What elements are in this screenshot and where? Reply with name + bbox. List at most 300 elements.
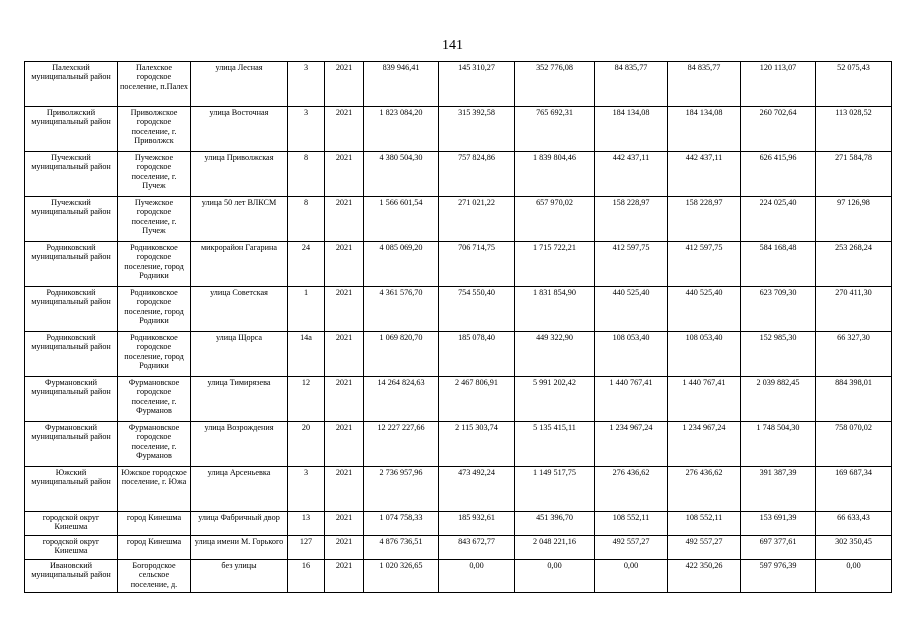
total-cost-cell [364,152,439,197]
cell-text: Родниковский муниципальный район [31,288,111,307]
cell-text: без улицы [221,561,257,570]
year-cell [325,332,364,377]
cell-text: Пучежское городское поселение, г. Пучеж [131,153,177,191]
amount-cell [741,242,816,287]
cell-text: 626 415,96 [759,153,797,162]
amount-cell [668,152,741,197]
amount-cell [439,197,515,242]
settlement-cell [118,512,191,536]
data-table [24,61,892,593]
table-row [25,152,892,197]
amount-cell [515,152,595,197]
district-cell [25,152,118,197]
cell-text: 2021 [335,198,353,207]
settlement-cell [118,560,191,593]
settlement-cell [118,467,191,512]
cell-text: 2 467 806,91 [455,378,498,387]
amount-cell [595,512,668,536]
cell-text: 302 350,45 [835,537,872,546]
amount-cell [816,467,892,512]
cell-text: 2021 [335,333,353,342]
amount-cell [515,62,595,107]
cell-text: 253 268,24 [835,243,872,252]
cell-text: 2021 [335,423,353,432]
total-cost-cell [364,197,439,242]
district-cell [25,332,118,377]
amount-cell [816,107,892,152]
amount-cell [741,512,816,536]
table-row [25,560,892,593]
amount-cell [515,536,595,560]
cell-text: 2 115 303,74 [455,423,498,432]
table-row [25,422,892,467]
amount-cell [668,512,741,536]
amount-cell [439,107,515,152]
cell-text: Палехский муниципальный район [31,63,111,82]
amount-cell [816,152,892,197]
cell-text: 12 [301,378,311,387]
amount-cell [439,536,515,560]
house-number-cell [288,422,325,467]
amount-cell [741,536,816,560]
cell-text: 3 [303,468,309,477]
amount-cell [439,242,515,287]
cell-text: улица Восточная [209,108,269,117]
cell-text: улица 50 лет ВЛКСМ [201,198,277,207]
cell-text: Ивановский муниципальный район [31,561,111,580]
cell-text: улица Приволжская [204,153,274,162]
cell-text: 4 085 069,20 [379,243,423,252]
cell-text: 152 985,30 [759,333,797,342]
cell-text: 184 134,08 [685,108,723,117]
table-row [25,107,892,152]
cell-text: 765 692,31 [536,108,573,117]
house-number-cell [288,560,325,593]
cell-text: 20 [301,423,311,432]
amount-cell [439,422,515,467]
amount-cell [515,377,595,422]
settlement-cell [118,287,191,332]
table-row [25,242,892,287]
amount-cell [668,332,741,377]
table-row [25,332,892,377]
cell-text: Родниковское городское поселение, город Родники [124,333,184,371]
cell-text: Пучежский муниципальный район [31,198,111,217]
cell-text: 120 113,07 [759,63,797,72]
cell-text: 442 437,11 [685,153,723,162]
amount-cell [668,422,741,467]
amount-cell [668,536,741,560]
cell-text: 315 392,58 [458,108,495,117]
cell-text: Родниковское городское поселение, город Родники [124,288,184,326]
district-cell [25,560,118,593]
cell-text: 843 672,77 [458,537,495,546]
cell-text: 1 823 084,20 [379,108,423,117]
cell-text: 97 126,98 [837,198,870,207]
cell-text: 884 398,01 [835,378,872,387]
cell-text: 0,00 [547,561,562,570]
amount-cell [515,287,595,332]
amount-cell [668,467,741,512]
cell-text: улица Лесная [215,63,263,72]
cell-text: 839 946,41 [382,63,420,72]
cell-text: 1 069 820,70 [379,333,423,342]
cell-text: 451 396,70 [536,513,573,522]
cell-text: 2021 [335,468,353,477]
cell-text: 108 053,40 [685,333,723,342]
amount-cell [741,422,816,467]
cell-text: 13 [301,513,311,522]
cell-text: 597 976,39 [759,561,797,570]
amount-cell [741,377,816,422]
cell-text: 2 736 957,96 [379,468,423,477]
amount-cell [595,467,668,512]
cell-text: 271 584,78 [835,153,872,162]
cell-text: 66 327,30 [837,333,870,342]
amount-cell [439,62,515,107]
year-cell [325,197,364,242]
total-cost-cell [364,422,439,467]
amount-cell [668,107,741,152]
cell-text: 412 597,75 [612,243,650,252]
cell-text: 2021 [335,537,353,546]
cell-text: 185 078,40 [458,333,495,342]
settlement-cell [118,332,191,377]
cell-text: 584 168,48 [759,243,797,252]
house-number-cell [288,152,325,197]
street-cell [191,560,288,593]
table-row [25,197,892,242]
cell-text: 352 776,08 [536,63,573,72]
cell-text: 442 437,11 [612,153,650,162]
amount-cell [595,560,668,593]
total-cost-cell [364,332,439,377]
street-cell [191,512,288,536]
amount-cell [668,242,741,287]
cell-text: Южское городское поселение, г. Южа [121,468,187,487]
street-cell [191,332,288,377]
total-cost-cell [364,467,439,512]
district-cell [25,512,118,536]
cell-text: город Кинешма [126,513,182,522]
amount-cell [439,377,515,422]
house-number-cell [288,62,325,107]
year-cell [325,242,364,287]
cell-text: 169 687,34 [835,468,872,477]
year-cell [325,107,364,152]
cell-text: 440 525,40 [612,288,650,297]
cell-text: 4 361 576,70 [379,288,423,297]
cell-text: 1 839 804,46 [533,153,576,162]
cell-text: 2 048 221,16 [533,537,576,546]
amount-cell [816,560,892,593]
cell-text: 1 566 601,54 [379,198,423,207]
amount-cell [741,197,816,242]
cell-text: 0,00 [469,561,484,570]
cell-text: 260 702,64 [759,108,797,117]
street-cell [191,107,288,152]
cell-text: 158 228,97 [612,198,650,207]
cell-text: микрорайон Гагарина [200,243,277,252]
amount-cell [816,512,892,536]
total-cost-cell [364,107,439,152]
amount-cell [515,467,595,512]
cell-text: 1 [303,288,309,297]
street-cell [191,536,288,560]
cell-text: 2021 [335,513,353,522]
cell-text: 1 748 504,30 [756,423,800,432]
table-row [25,536,892,560]
total-cost-cell [364,287,439,332]
cell-text: 184 134,08 [612,108,650,117]
table-row [25,62,892,107]
cell-text: 8 [303,198,309,207]
amount-cell [668,377,741,422]
cell-text: Пучежское городское поселение, г. Пучеж [131,198,177,236]
cell-text: Богородское сельское поселение, д. [130,561,178,589]
cell-text: 2021 [335,561,353,570]
cell-text: 0,00 [623,561,639,570]
cell-text: 16 [301,561,311,570]
amount-cell [741,332,816,377]
settlement-cell [118,152,191,197]
street-cell [191,467,288,512]
amount-cell [816,287,892,332]
district-cell [25,62,118,107]
cell-text: Фурмановский муниципальный район [31,423,111,442]
amount-cell [439,560,515,593]
cell-text: 1 149 517,75 [533,468,576,477]
amount-cell [595,107,668,152]
cell-text: 440 525,40 [685,288,723,297]
table-row [25,467,892,512]
amount-cell [668,197,741,242]
total-cost-cell [364,377,439,422]
amount-cell [668,62,741,107]
cell-text: 2 039 882,45 [756,378,800,387]
district-cell [25,536,118,560]
house-number-cell [288,512,325,536]
amount-cell [595,242,668,287]
cell-text: Фурмановское городское поселение, г. Фурманов [128,423,180,461]
cell-text: 127 [299,537,313,546]
cell-text: 2021 [335,378,353,387]
amount-cell [595,332,668,377]
settlement-cell [118,197,191,242]
cell-text: 2021 [335,288,353,297]
total-cost-cell [364,536,439,560]
amount-cell [515,512,595,536]
amount-cell [741,152,816,197]
street-cell [191,422,288,467]
cell-text: улица Щорса [215,333,263,342]
cell-text: Родниковский муниципальный район [31,243,111,262]
amount-cell [595,287,668,332]
amount-cell [741,107,816,152]
total-cost-cell [364,512,439,536]
cell-text: Родниковский муниципальный район [31,333,111,352]
cell-text: 449 322,90 [536,333,573,342]
street-cell [191,197,288,242]
cell-text: 1 074 758,33 [379,513,423,522]
cell-text: 3 [303,63,309,72]
settlement-cell [118,536,191,560]
house-number-cell [288,107,325,152]
amount-cell [595,197,668,242]
total-cost-cell [364,62,439,107]
street-cell [191,152,288,197]
house-number-cell [288,536,325,560]
cell-text: 1 440 767,41 [682,378,726,387]
amount-cell [741,560,816,593]
cell-text: 108 053,40 [612,333,650,342]
cell-text: 158 228,97 [685,198,723,207]
cell-text: 697 377,61 [759,537,797,546]
cell-text: 473 492,24 [458,468,495,477]
cell-text: 657 970,02 [536,198,573,207]
amount-cell [439,287,515,332]
amount-cell [816,422,892,467]
amount-cell [515,422,595,467]
cell-text: 12 227 227,66 [377,423,425,432]
cell-text: Приволжское городское поселение, г. Приволжск [130,108,178,146]
cell-text: 1 234 967,24 [609,423,653,432]
cell-text: 4 380 504,30 [379,153,423,162]
cell-text: 2021 [335,63,353,72]
cell-text: 108 552,11 [685,513,723,522]
house-number-cell [288,332,325,377]
cell-text: 758 070,02 [835,423,872,432]
cell-text: 270 411,30 [835,288,872,297]
year-cell [325,152,364,197]
cell-text: Палехское городское поселение, п.Палех [120,63,188,91]
amount-cell [595,62,668,107]
cell-text: 108 552,11 [612,513,650,522]
page-number: 141 [442,38,463,53]
cell-text: 24 [301,243,311,252]
year-cell [325,422,364,467]
year-cell [325,467,364,512]
cell-text: Южский муниципальный район [31,468,111,487]
cell-text: Фурмановское городское поселение, г. Фурманов [128,378,180,416]
house-number-cell [288,467,325,512]
district-cell [25,242,118,287]
cell-text: город Кинешма [126,537,182,546]
amount-cell [515,107,595,152]
house-number-cell [288,287,325,332]
amount-cell [595,377,668,422]
cell-text: 1 715 722,21 [533,243,576,252]
house-number-cell [288,197,325,242]
cell-text: 185 932,61 [458,513,495,522]
cell-text: 14а [300,333,312,342]
cell-text: 2021 [335,153,353,162]
amount-cell [816,197,892,242]
cell-text: улица Фабричный двор [198,513,280,522]
total-cost-cell [364,560,439,593]
cell-text: 5 135 415,11 [533,423,576,432]
year-cell [325,560,364,593]
district-cell [25,107,118,152]
cell-text: 2021 [335,243,353,252]
table-body [25,62,892,593]
cell-text: 14 264 824,63 [377,378,425,387]
settlement-cell [118,242,191,287]
cell-text: 4 876 736,51 [379,537,423,546]
cell-text: улица Возрождения [204,423,274,432]
amount-cell [816,377,892,422]
amount-cell [439,332,515,377]
cell-text: 113 028,52 [835,108,872,117]
settlement-cell [118,377,191,422]
street-cell [191,377,288,422]
district-cell [25,422,118,467]
amount-cell [515,332,595,377]
year-cell [325,377,364,422]
amount-cell [439,467,515,512]
cell-text: 422 350,26 [685,561,723,570]
cell-text: 492 557,27 [612,537,650,546]
amount-cell [741,287,816,332]
cell-text: улица Тимирязева [207,378,271,387]
cell-text: 52 075,43 [837,63,870,72]
cell-text: городской округ Кинешма [42,537,100,556]
year-cell [325,62,364,107]
cell-text: 1 440 767,41 [609,378,653,387]
settlement-cell [118,422,191,467]
cell-text: 391 387,39 [759,468,797,477]
settlement-cell [118,107,191,152]
table-row [25,512,892,536]
cell-text: улица Арсеньевка [207,468,271,477]
cell-text: городской округ Кинешма [42,513,100,532]
cell-text: 754 550,40 [458,288,495,297]
year-cell [325,536,364,560]
street-cell [191,242,288,287]
total-cost-cell [364,242,439,287]
cell-text: 153 691,39 [759,513,797,522]
cell-text: 412 597,75 [685,243,723,252]
cell-text: Родниковское городское поселение, город Родники [124,243,184,281]
cell-text: 2021 [335,108,353,117]
amount-cell [515,197,595,242]
cell-text: 492 557,27 [685,537,723,546]
cell-text: 276 436,62 [685,468,723,477]
cell-text: Фурмановский муниципальный район [31,378,111,397]
settlement-cell [118,62,191,107]
street-cell [191,287,288,332]
street-cell [191,62,288,107]
cell-text: 276 436,62 [612,468,650,477]
cell-text: Приволжский муниципальный район [31,108,111,127]
cell-text: 1 234 967,24 [682,423,726,432]
amount-cell [741,62,816,107]
cell-text: 224 025,40 [759,198,797,207]
amount-cell [668,287,741,332]
cell-text: улица Советская [210,288,268,297]
amount-cell [741,467,816,512]
cell-text: 1 020 326,65 [379,561,423,570]
amount-cell [816,62,892,107]
amount-cell [439,512,515,536]
amount-cell [816,332,892,377]
amount-cell [816,242,892,287]
table-row [25,287,892,332]
district-cell [25,467,118,512]
cell-text: 66 633,43 [837,513,870,522]
table-row [25,377,892,422]
cell-text: 84 835,77 [614,63,648,72]
